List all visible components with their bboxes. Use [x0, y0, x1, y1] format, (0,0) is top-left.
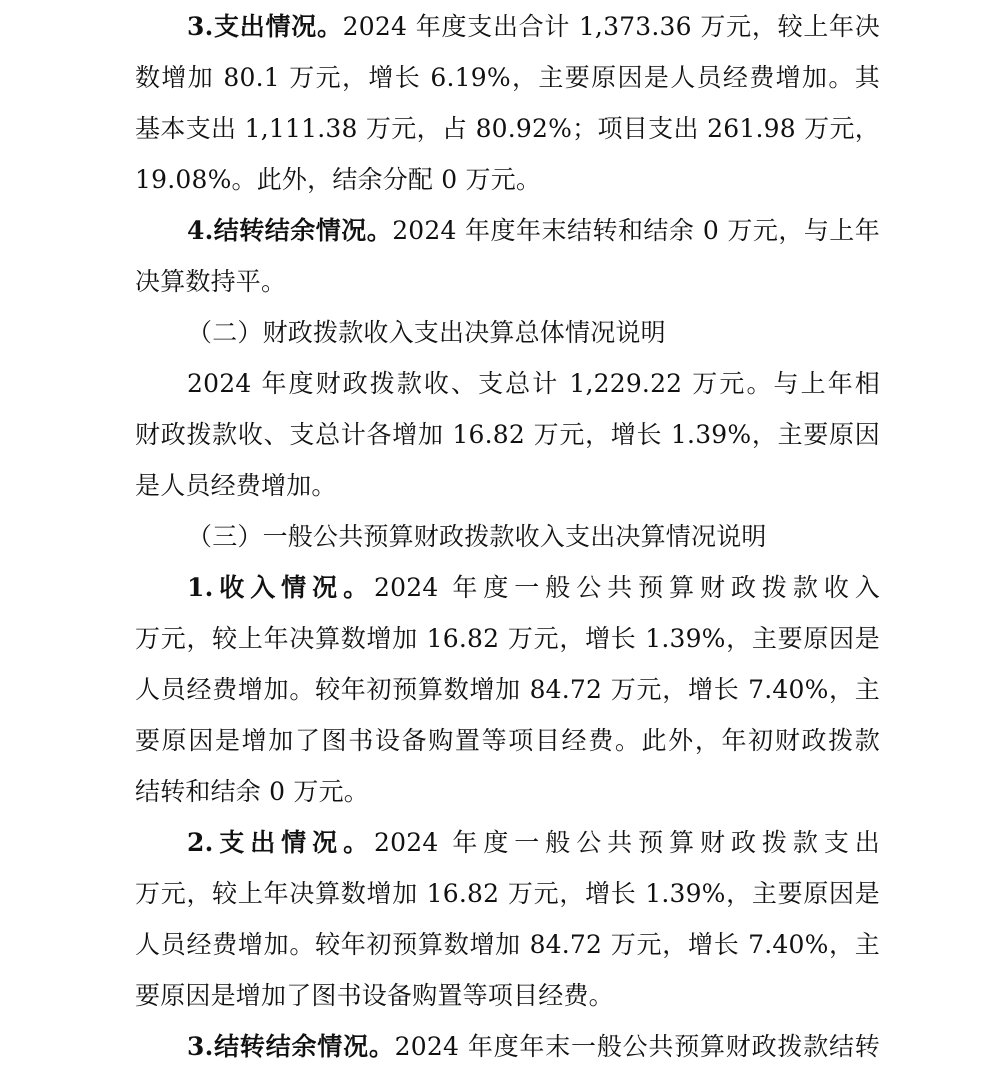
paragraph-line: 2024 年度财政拨款收、支总计 1,229.22 万元。与上年相 [187, 369, 880, 398]
paragraph-expense-gpb [135, 817, 880, 1021]
paragraph-carryover [135, 205, 880, 307]
paragraph-expense [135, 1, 880, 205]
paragraph-line: 要原因是增加了图书设备购置等项目经费。 [135, 981, 614, 1010]
paragraph-income-gpb [135, 562, 880, 817]
paragraph-line: 要原因是增加了图书设备购置等项目经费。此外，年初财政拨款 [135, 726, 880, 755]
paragraph-line: 19.08%。此外，结余分配 0 万元。 [135, 165, 542, 194]
paragraph-line: 2.支出情况。2024 年度一般公共预算财政拨款支出 [187, 828, 880, 857]
section-lead: 3.支出情况。 [187, 12, 343, 41]
paragraph-total [135, 358, 880, 511]
paragraph-line: 万元，较上年决算数增加 16.82 万元，增长 1.39%，主要原因是 [135, 624, 880, 653]
section-heading [135, 307, 880, 358]
paragraph-line: 基本支出 1,111.38 万元，占 80.92%；项目支出 261.98 万元， [135, 114, 880, 143]
section-heading [135, 511, 880, 562]
section-lead: 4.结转结余情况。 [187, 216, 393, 245]
section-lead: 2.支出情况。 [187, 828, 375, 857]
paragraph-line: 人员经费增加。较年初预算数增加 84.72 万元，增长 7.40%，主 [135, 930, 880, 959]
paragraph-line: 3.支出情况。2024 年度支出合计 1,373.36 万元，较上年决 [187, 12, 880, 41]
document-page [135, 0, 880, 1072]
paragraph-line: 决算数持平。 [135, 267, 287, 296]
paragraph-line: 1.收入情况。2024 年度一般公共预算财政拨款收入 [187, 573, 880, 602]
paragraph-line: 结转和结余 0 万元。 [135, 777, 370, 806]
paragraph-line: 人员经费增加。较年初预算数增加 84.72 万元，增长 7.40%，主 [135, 675, 880, 704]
paragraph-carryover-gpb [135, 1021, 880, 1072]
heading-text: （三）一般公共预算财政拨款收入支出决算情况说明 [187, 522, 767, 551]
paragraph-line: 4.结转结余情况。2024 年度年末结转和结余 0 万元，与上年 [187, 216, 880, 245]
paragraph-line: 是人员经费增加。 [135, 471, 337, 500]
paragraph-line: 数增加 80.1 万元，增长 6.19%，主要原因是人员经费增加。其 [135, 63, 880, 92]
section-lead: 3.结转结余情况。 [187, 1032, 395, 1061]
paragraph-line: 3.结转结余情况。2024 年度年末一般公共预算财政拨款结转 [187, 1032, 880, 1061]
section-lead: 1.收入情况。 [187, 573, 375, 602]
heading-text: （二）财政拨款收入支出决算总体情况说明 [187, 318, 666, 347]
paragraph-line: 万元，较上年决算数增加 16.82 万元，增长 1.39%，主要原因是 [135, 879, 880, 908]
paragraph-line: 财政拨款收、支总计各增加 16.82 万元，增长 1.39%，主要原因 [135, 420, 880, 449]
